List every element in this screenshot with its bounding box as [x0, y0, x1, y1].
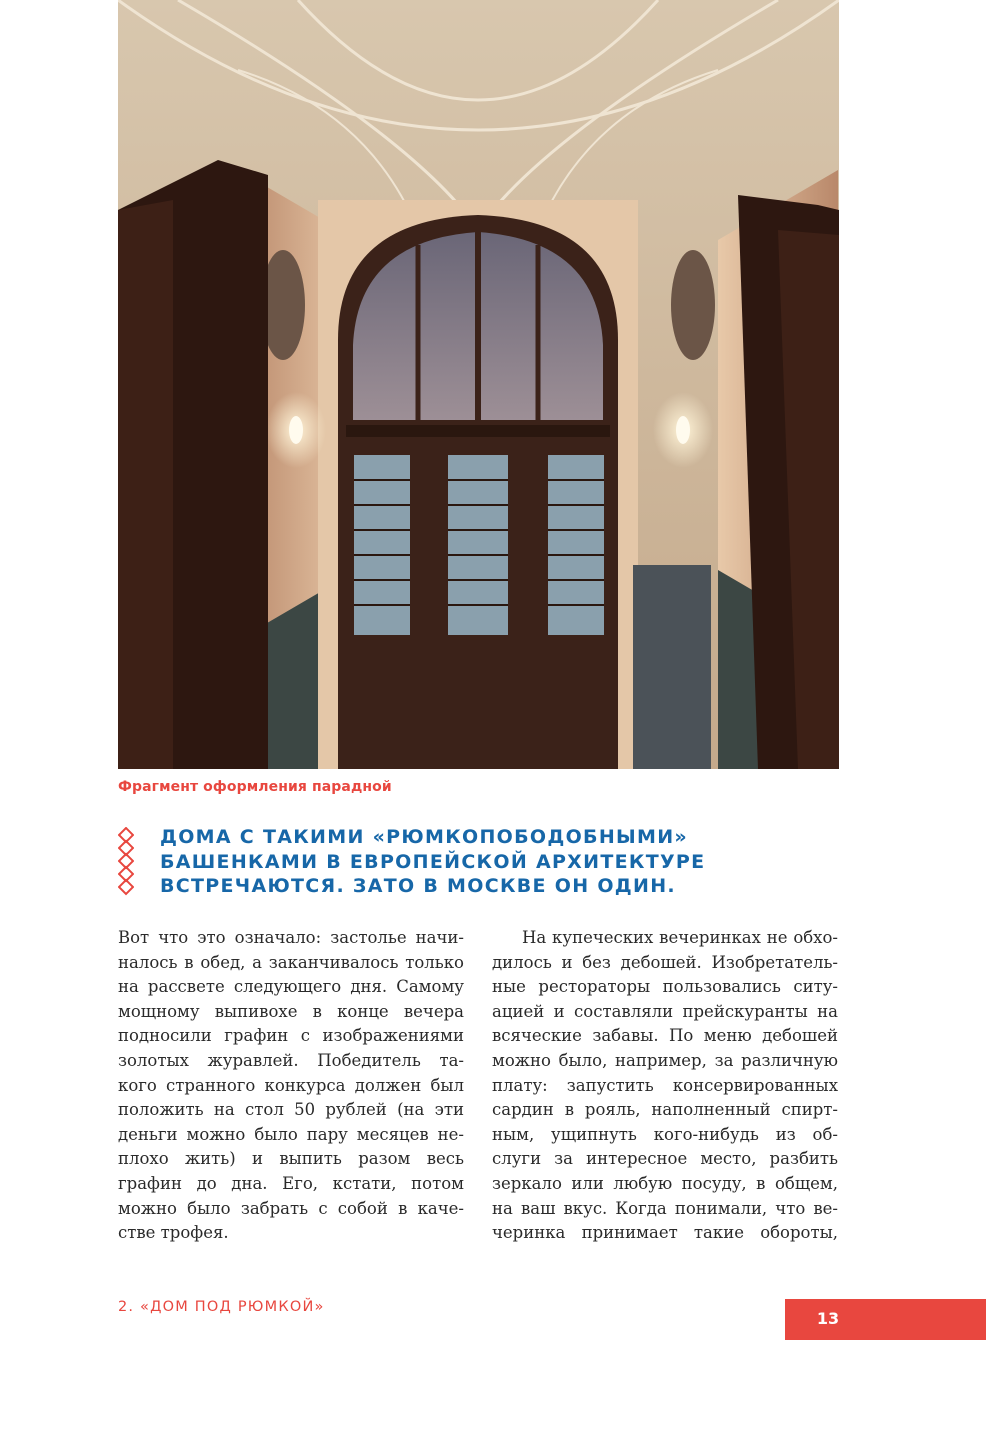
body-line: положить на стол 50 рублей (на эти: [118, 1100, 464, 1120]
body-line: ацией и составляли прейскуранты на: [492, 1001, 838, 1021]
page-number: 13: [816, 1309, 840, 1328]
pull-quote-text: [160, 825, 820, 899]
body-line: мощному выпивохе в конце вечера: [118, 1001, 464, 1021]
body-line: золотых журавлей. Победитель та-: [118, 1050, 464, 1070]
body-line: на рассвете следующего дня. Самому: [118, 977, 464, 997]
body-line: Вот что это означало: застолье начи-: [118, 928, 464, 947]
body-line: дилось и без дебошей. Изобретатель-: [492, 952, 838, 972]
body-line: черинка принимает такие обороты,: [492, 1223, 838, 1243]
body-line: ные рестораторы пользовались ситу-: [492, 977, 838, 997]
pull-quote-line: ДОМА С ТАКИМИ «РЮМКОПОБОДОБНЫМИ»: [160, 826, 688, 848]
photo-caption: Фрагмент оформления парадной: [118, 779, 392, 795]
body-column-right: [492, 926, 838, 1246]
chapter-running-title: 2. «ДОМ ПОД РЮМКОЙ»: [118, 1299, 325, 1315]
body-line: ным, ущипнуть кого-нибудь из об-: [492, 1124, 838, 1144]
body-line: плохо жить) и выпить разом весь: [118, 1149, 464, 1169]
hallway-photo: [118, 0, 839, 769]
pull-quote-line: ВСТРЕЧАЮТСЯ. ЗАТО В МОСКВЕ ОН ОДИН.: [160, 875, 676, 897]
body-line: деньги можно было пару месяцев не-: [118, 1124, 464, 1144]
body-line: графин до дна. Его, кстати, потом: [118, 1173, 464, 1193]
body-column-left: [118, 926, 464, 1246]
body-line: можно было, например, за различную: [492, 1050, 838, 1070]
body-line: плату: запустить консервированных: [492, 1075, 838, 1095]
body-line: можно было забрать с собой в каче-: [118, 1198, 464, 1218]
body-line: всяческие забавы. По меню дебошей: [492, 1026, 838, 1046]
body-line: зеркало или любую посуду, в общем,: [492, 1173, 838, 1193]
body-line: налось в обед, а заканчивалось только: [118, 952, 464, 972]
pull-quote-line: БАШЕНКАМИ В ЕВРОПЕЙСКОЙ АРХИТЕКТУРЕ: [160, 850, 706, 873]
page-number-badge: [785, 1299, 986, 1340]
body-line: кого странного конкурса должен был: [118, 1075, 464, 1095]
body-line: подносили графин с изображениями: [118, 1026, 464, 1046]
body-line: слуги за интересное место, разбить: [492, 1149, 838, 1169]
body-line: На купеческих вечеринках не обхо-: [522, 928, 838, 947]
body-line: сардин в рояль, наполненный спирт-: [492, 1100, 838, 1120]
hallway-illustration: [118, 0, 839, 769]
body-line: стве трофея.: [118, 1223, 229, 1243]
diamond-ornament-icon: [118, 827, 134, 897]
body-line: на ваш вкус. Когда понимали, что ве-: [492, 1198, 838, 1218]
